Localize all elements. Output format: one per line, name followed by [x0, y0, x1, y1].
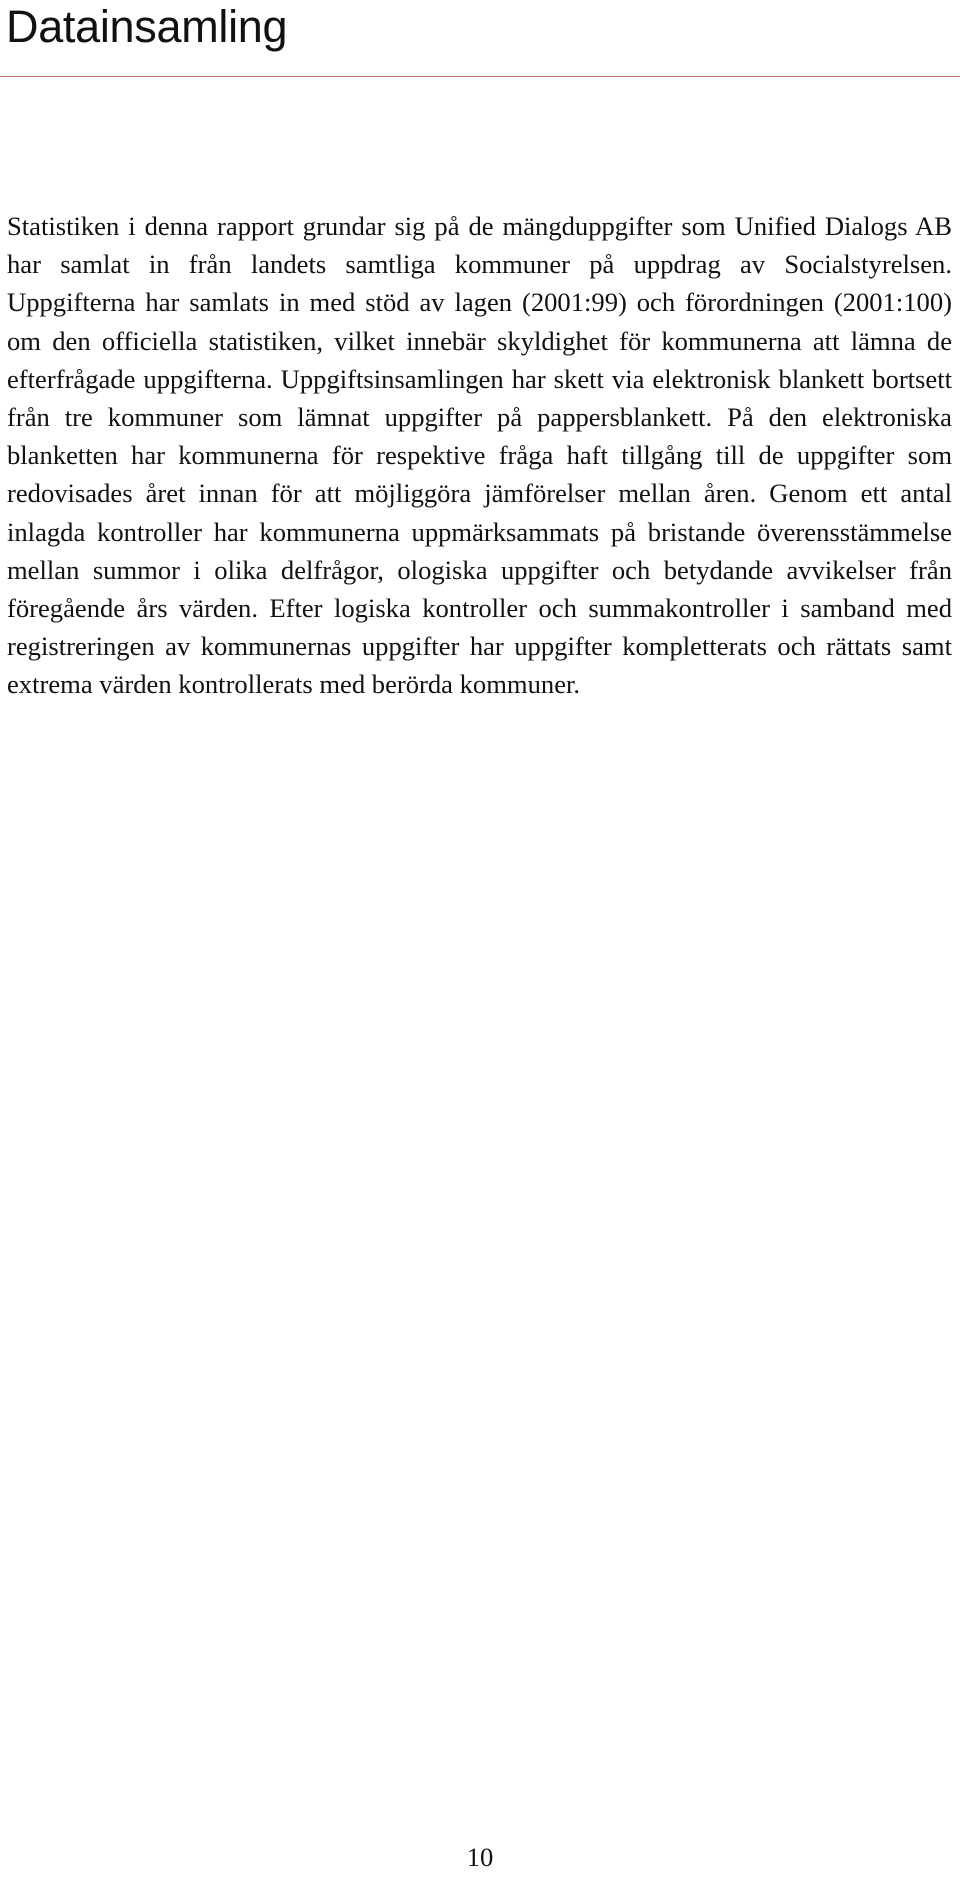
paragraph-1: Statistiken i denna rapport grundar sig på de mängduppgifter som Unified Dialogs AB har samlat in från landets samtliga kommuner på uppdrag av Socialstyrelsen. Uppgifterna har samlats in med stöd av lagen (2001:99) och förordningen (2001:100) om den officiella statistiken, vilket innebär skyldighet för kommunerna att lämna de efterfrågade uppgifterna. — [7, 211, 952, 394]
body-text — [7, 207, 952, 704]
page-number: 10 — [466, 1842, 494, 1872]
page-title: Datainsamling — [6, 1, 288, 52]
title-divider — [0, 76, 960, 77]
paragraph-2: Uppgiftsinsamlingen har skett via elektronisk blankett bortsett från tre kommuner som lämnat uppgifter på pappersblankett. På den elektroniska blanketten har kommunerna för respektive fråga haft tillgång till de uppgifter som redovisades året innan för att möjliggöra jämförelser mellan åren. Genom ett antal inlagda kontroller har kommunerna uppmärksammats på bristande överensstämmelse mellan summor i olika delfrågor, ologiska uppgifter och betydande avvikelser från föregående års värden. Efter logiska kontroller och summakontroller i samband med registreringen av kommunernas uppgifter har uppgifter kompletterats och rättats samt extrema värden kontrollerats med berörda kommuner. — [7, 363, 952, 700]
